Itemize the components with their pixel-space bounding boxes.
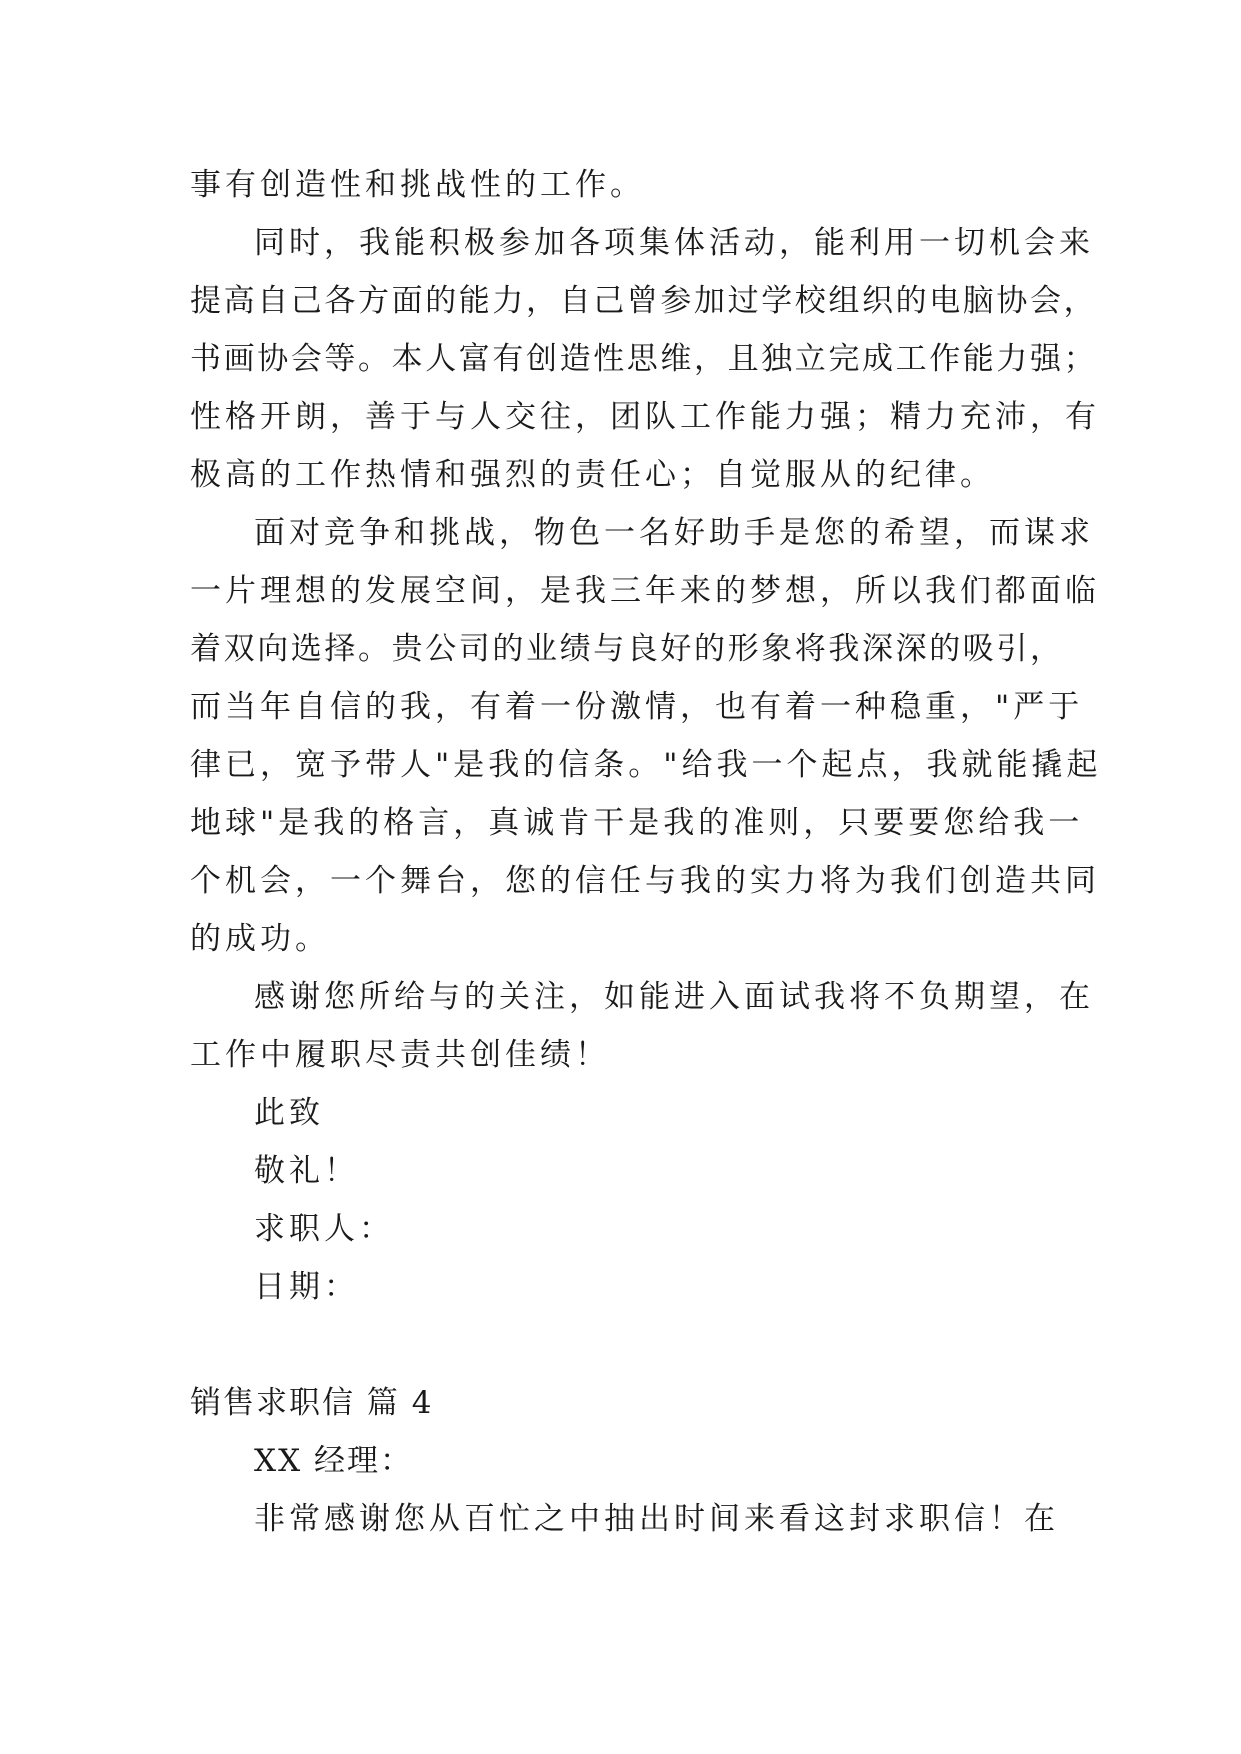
date-label: 日期： [254,1269,359,1305]
closing-salutation: 此致 [254,1095,324,1131]
text-line: 而当年自信的我，有着一份激情，也有着一种稳重，"严于 [190,689,1084,725]
text-line: 工作中履职尽责共创佳绩！ [190,1037,610,1073]
text-line: 的成功。 [190,921,330,957]
section-heading: 销售求职信 篇 4 [190,1385,434,1421]
text-line: 地球"是我的格言，真诚肯干是我的准则，只要要您给我一 [190,805,1084,841]
text-line: 着双向选择。贵公司的业绩与良好的形象将我深深的吸引， [190,631,1064,667]
text-line: 感谢您所给与的关注，如能进入面试我将不负期望，在 [254,979,1094,1015]
closing-regards: 敬礼！ [254,1153,359,1189]
text-line: 提高自己各方面的能力，自己曾参加过学校组织的电脑协会， [190,283,1098,319]
text-line: 事有创造性和挑战性的工作。 [190,167,645,203]
text-line: 个机会，一个舞台，您的信任与我的实力将为我们创造共同 [190,863,1100,899]
recipient-greeting: XX 经理： [254,1443,413,1479]
text-line: 一片理想的发展空间，是我三年来的梦想，所以我们都面临 [190,573,1100,609]
text-line: 性格开朗，善于与人交往，团队工作能力强；精力充沛，有 [190,399,1100,435]
text-line: 非常感谢您从百忙之中抽出时间来看这封求职信！在 [254,1501,1059,1537]
text-line: 极高的工作热情和强烈的责任心；自觉服从的纪律。 [190,457,995,493]
applicant-label: 求职人： [254,1211,394,1247]
text-line: 书画协会等。本人富有创造性思维，且独立完成工作能力强； [190,341,1098,377]
text-line: 同时，我能积极参加各项集体活动，能利用一切机会来 [254,225,1094,261]
text-line: 面对竞争和挑战，物色一名好助手是您的希望，而谋求 [254,515,1094,551]
text-line: 律已，宽予带人"是我的信条。"给我一个起点，我就能撬起 [190,747,1102,783]
